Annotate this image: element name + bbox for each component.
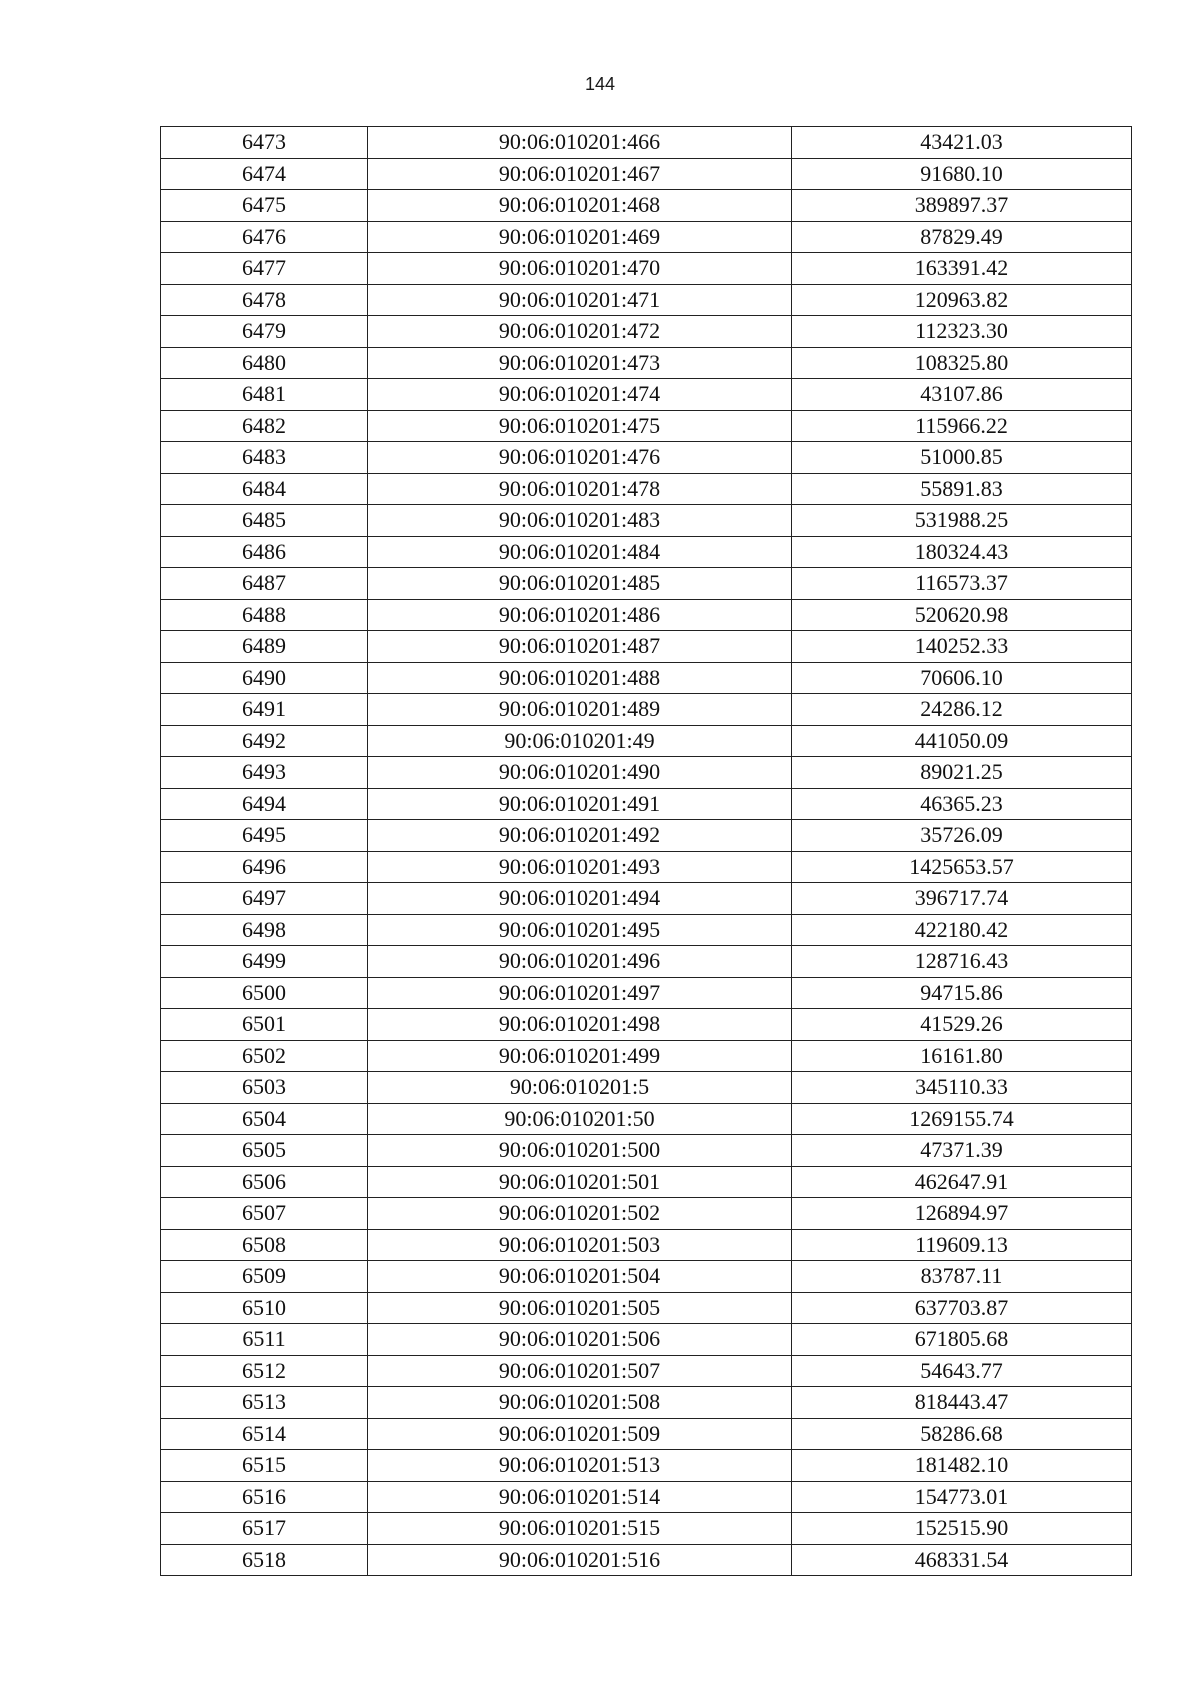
cadastral-value-cell: 54643.77	[792, 1355, 1132, 1387]
cadastral-number-cell: 90:06:010201:499	[368, 1040, 792, 1072]
cadastral-number-cell: 90:06:010201:492	[368, 820, 792, 852]
row-number-cell: 6483	[161, 442, 368, 474]
cadastral-value-cell: 818443.47	[792, 1387, 1132, 1419]
row-number-cell: 6493	[161, 757, 368, 789]
cadastral-value-cell: 468331.54	[792, 1544, 1132, 1576]
cadastral-value-cell: 120963.82	[792, 284, 1132, 316]
table-row	[161, 757, 1132, 789]
cadastral-value-cell: 83787.11	[792, 1261, 1132, 1293]
cadastral-value-cell: 389897.37	[792, 190, 1132, 222]
cadastral-value-cell: 16161.80	[792, 1040, 1132, 1072]
table-row	[161, 347, 1132, 379]
cadastral-value-cell: 119609.13	[792, 1229, 1132, 1261]
cadastral-number-cell: 90:06:010201:488	[368, 662, 792, 694]
row-number-cell: 6513	[161, 1387, 368, 1419]
row-number-cell: 6494	[161, 788, 368, 820]
table-row	[161, 221, 1132, 253]
table-row	[161, 1198, 1132, 1230]
row-number-cell: 6512	[161, 1355, 368, 1387]
table-row	[161, 914, 1132, 946]
cadastral-number-cell: 90:06:010201:491	[368, 788, 792, 820]
cadastral-value-cell: 180324.43	[792, 536, 1132, 568]
cadastral-value-cell: 126894.97	[792, 1198, 1132, 1230]
cadastral-number-cell: 90:06:010201:49	[368, 725, 792, 757]
cadastral-number-cell: 90:06:010201:497	[368, 977, 792, 1009]
row-number-cell: 6486	[161, 536, 368, 568]
cadastral-number-cell: 90:06:010201:506	[368, 1324, 792, 1356]
cadastral-value-cell: 140252.33	[792, 631, 1132, 663]
table-row	[161, 1040, 1132, 1072]
cadastral-value-cell: 51000.85	[792, 442, 1132, 474]
row-number-cell: 6495	[161, 820, 368, 852]
cadastral-number-cell: 90:06:010201:466	[368, 127, 792, 159]
table-row	[161, 1072, 1132, 1104]
cadastral-value-cell: 345110.33	[792, 1072, 1132, 1104]
row-number-cell: 6484	[161, 473, 368, 505]
row-number-cell: 6478	[161, 284, 368, 316]
table-row	[161, 505, 1132, 537]
cadastral-number-cell: 90:06:010201:500	[368, 1135, 792, 1167]
row-number-cell: 6476	[161, 221, 368, 253]
cadastral-number-cell: 90:06:010201:498	[368, 1009, 792, 1041]
table-row	[161, 410, 1132, 442]
cadastral-value-cell: 163391.42	[792, 253, 1132, 285]
row-number-cell: 6496	[161, 851, 368, 883]
row-number-cell: 6487	[161, 568, 368, 600]
table-row	[161, 820, 1132, 852]
cadastral-number-cell: 90:06:010201:504	[368, 1261, 792, 1293]
cadastral-value-table	[160, 126, 1132, 1576]
row-number-cell: 6479	[161, 316, 368, 348]
cadastral-number-cell: 90:06:010201:516	[368, 1544, 792, 1576]
row-number-cell: 6514	[161, 1418, 368, 1450]
cadastral-value-cell: 154773.01	[792, 1481, 1132, 1513]
table-row	[161, 1292, 1132, 1324]
table-row	[161, 1450, 1132, 1482]
cadastral-value-cell: 1425653.57	[792, 851, 1132, 883]
cadastral-value-cell: 94715.86	[792, 977, 1132, 1009]
row-number-cell: 6505	[161, 1135, 368, 1167]
table-row	[161, 1166, 1132, 1198]
table-row	[161, 473, 1132, 505]
cadastral-number-cell: 90:06:010201:496	[368, 946, 792, 978]
table-row	[161, 1418, 1132, 1450]
cadastral-number-cell: 90:06:010201:505	[368, 1292, 792, 1324]
cadastral-value-cell: 671805.68	[792, 1324, 1132, 1356]
row-number-cell: 6481	[161, 379, 368, 411]
cadastral-value-cell: 108325.80	[792, 347, 1132, 379]
row-number-cell: 6502	[161, 1040, 368, 1072]
table-row	[161, 568, 1132, 600]
row-number-cell: 6498	[161, 914, 368, 946]
table-row	[161, 1355, 1132, 1387]
table-row	[161, 1387, 1132, 1419]
page-number: 144	[584, 74, 616, 94]
cadastral-value-cell: 43421.03	[792, 127, 1132, 159]
table-row	[161, 1103, 1132, 1135]
cadastral-number-cell: 90:06:010201:5	[368, 1072, 792, 1104]
row-number-cell: 6492	[161, 725, 368, 757]
row-number-cell: 6506	[161, 1166, 368, 1198]
cadastral-number-cell: 90:06:010201:486	[368, 599, 792, 631]
cadastral-number-cell: 90:06:010201:502	[368, 1198, 792, 1230]
cadastral-number-cell: 90:06:010201:485	[368, 568, 792, 600]
cadastral-number-cell: 90:06:010201:515	[368, 1513, 792, 1545]
table-row	[161, 190, 1132, 222]
table-row	[161, 946, 1132, 978]
cadastral-number-cell: 90:06:010201:467	[368, 158, 792, 190]
cadastral-number-cell: 90:06:010201:489	[368, 694, 792, 726]
table-row	[161, 883, 1132, 915]
cadastral-value-cell: 115966.22	[792, 410, 1132, 442]
table-row	[161, 1324, 1132, 1356]
table-row	[161, 158, 1132, 190]
cadastral-value-cell: 89021.25	[792, 757, 1132, 789]
row-number-cell: 6489	[161, 631, 368, 663]
cadastral-value-cell: 531988.25	[792, 505, 1132, 537]
row-number-cell: 6477	[161, 253, 368, 285]
row-number-cell: 6509	[161, 1261, 368, 1293]
table-row	[161, 1009, 1132, 1041]
row-number-cell: 6473	[161, 127, 368, 159]
cadastral-value-cell: 462647.91	[792, 1166, 1132, 1198]
table-row	[161, 253, 1132, 285]
cadastral-number-cell: 90:06:010201:473	[368, 347, 792, 379]
row-number-cell: 6510	[161, 1292, 368, 1324]
row-number-cell: 6488	[161, 599, 368, 631]
row-number-cell: 6474	[161, 158, 368, 190]
row-number-cell: 6516	[161, 1481, 368, 1513]
cadastral-number-cell: 90:06:010201:501	[368, 1166, 792, 1198]
cadastral-number-cell: 90:06:010201:471	[368, 284, 792, 316]
cadastral-value-cell: 128716.43	[792, 946, 1132, 978]
cadastral-number-cell: 90:06:010201:508	[368, 1387, 792, 1419]
row-number-cell: 6511	[161, 1324, 368, 1356]
cadastral-number-cell: 90:06:010201:474	[368, 379, 792, 411]
cadastral-value-cell: 43107.86	[792, 379, 1132, 411]
row-number-cell: 6504	[161, 1103, 368, 1135]
table-row	[161, 536, 1132, 568]
cadastral-number-cell: 90:06:010201:472	[368, 316, 792, 348]
table-row	[161, 284, 1132, 316]
table-body	[161, 127, 1132, 1576]
row-number-cell: 6515	[161, 1450, 368, 1482]
cadastral-number-cell: 90:06:010201:468	[368, 190, 792, 222]
table-row	[161, 1261, 1132, 1293]
cadastral-number-cell: 90:06:010201:490	[368, 757, 792, 789]
table-row	[161, 977, 1132, 1009]
row-number-cell: 6490	[161, 662, 368, 694]
table-row	[161, 788, 1132, 820]
table-row	[161, 599, 1132, 631]
cadastral-number-cell: 90:06:010201:50	[368, 1103, 792, 1135]
cadastral-value-cell: 35726.09	[792, 820, 1132, 852]
table-row	[161, 1481, 1132, 1513]
table-row	[161, 127, 1132, 159]
cadastral-value-cell: 181482.10	[792, 1450, 1132, 1482]
cadastral-number-cell: 90:06:010201:513	[368, 1450, 792, 1482]
cadastral-number-cell: 90:06:010201:503	[368, 1229, 792, 1261]
cadastral-value-cell: 152515.90	[792, 1513, 1132, 1545]
cadastral-number-cell: 90:06:010201:475	[368, 410, 792, 442]
row-number-cell: 6485	[161, 505, 368, 537]
table-row	[161, 1513, 1132, 1545]
cadastral-value-cell: 41529.26	[792, 1009, 1132, 1041]
cadastral-value-cell: 116573.37	[792, 568, 1132, 600]
cadastral-number-cell: 90:06:010201:509	[368, 1418, 792, 1450]
cadastral-value-cell: 87829.49	[792, 221, 1132, 253]
row-number-cell: 6501	[161, 1009, 368, 1041]
cadastral-value-cell: 46365.23	[792, 788, 1132, 820]
cadastral-number-cell: 90:06:010201:469	[368, 221, 792, 253]
table-row	[161, 725, 1132, 757]
table-row	[161, 694, 1132, 726]
cadastral-value-cell: 112323.30	[792, 316, 1132, 348]
row-number-cell: 6482	[161, 410, 368, 442]
cadastral-value-cell: 24286.12	[792, 694, 1132, 726]
row-number-cell: 6517	[161, 1513, 368, 1545]
row-number-cell: 6508	[161, 1229, 368, 1261]
table-row	[161, 662, 1132, 694]
cadastral-value-cell: 1269155.74	[792, 1103, 1132, 1135]
cadastral-number-cell: 90:06:010201:494	[368, 883, 792, 915]
cadastral-number-cell: 90:06:010201:493	[368, 851, 792, 883]
cadastral-value-cell: 47371.39	[792, 1135, 1132, 1167]
row-number-cell: 6497	[161, 883, 368, 915]
table-row	[161, 851, 1132, 883]
row-number-cell: 6500	[161, 977, 368, 1009]
row-number-cell: 6491	[161, 694, 368, 726]
table-row	[161, 379, 1132, 411]
table-row	[161, 1229, 1132, 1261]
table-row	[161, 316, 1132, 348]
cadastral-value-cell: 422180.42	[792, 914, 1132, 946]
row-number-cell: 6480	[161, 347, 368, 379]
cadastral-value-cell: 396717.74	[792, 883, 1132, 915]
row-number-cell: 6475	[161, 190, 368, 222]
cadastral-number-cell: 90:06:010201:495	[368, 914, 792, 946]
row-number-cell: 6507	[161, 1198, 368, 1230]
cadastral-value-cell: 55891.83	[792, 473, 1132, 505]
cadastral-number-cell: 90:06:010201:483	[368, 505, 792, 537]
cadastral-number-cell: 90:06:010201:507	[368, 1355, 792, 1387]
cadastral-number-cell: 90:06:010201:487	[368, 631, 792, 663]
cadastral-number-cell: 90:06:010201:470	[368, 253, 792, 285]
table-row	[161, 442, 1132, 474]
row-number-cell: 6499	[161, 946, 368, 978]
cadastral-value-cell: 91680.10	[792, 158, 1132, 190]
cadastral-value-cell: 58286.68	[792, 1418, 1132, 1450]
cadastral-number-cell: 90:06:010201:484	[368, 536, 792, 568]
table-row	[161, 631, 1132, 663]
row-number-cell: 6503	[161, 1072, 368, 1104]
cadastral-value-cell: 637703.87	[792, 1292, 1132, 1324]
cadastral-number-cell: 90:06:010201:476	[368, 442, 792, 474]
row-number-cell: 6518	[161, 1544, 368, 1576]
cadastral-value-cell: 520620.98	[792, 599, 1132, 631]
cadastral-value-cell: 70606.10	[792, 662, 1132, 694]
cadastral-number-cell: 90:06:010201:514	[368, 1481, 792, 1513]
table-row	[161, 1135, 1132, 1167]
table-row	[161, 1544, 1132, 1576]
cadastral-number-cell: 90:06:010201:478	[368, 473, 792, 505]
cadastral-value-cell: 441050.09	[792, 725, 1132, 757]
